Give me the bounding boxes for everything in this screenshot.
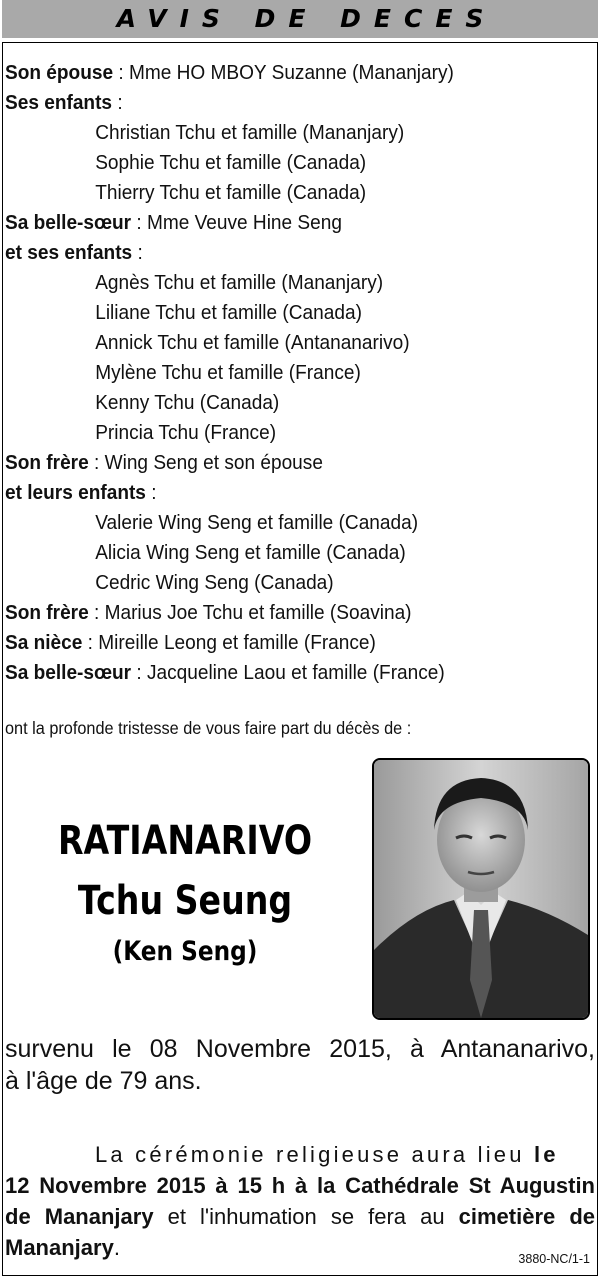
family-line: [5, 208, 549, 238]
family-member-text: Valerie Wing Seng et famille (Canada): [95, 511, 419, 534]
relation-label: Sa belle-sœur: [5, 661, 132, 684]
family-line: [5, 238, 549, 268]
family-member-text: : Mme Veuve Hine Seng: [131, 211, 342, 234]
family-member-text: Alicia Wing Seng et famille (Canada): [95, 541, 406, 564]
notice-title: AVIS DE DECES: [116, 4, 497, 33]
ceremony-line-2: [5, 1170, 595, 1201]
family-line: [5, 448, 549, 478]
cemetery-name-start: cimetière de: [458, 1204, 595, 1229]
family-member-text: :: [112, 91, 123, 114]
death-line-2: à l'âge de 79 ans.: [5, 1067, 202, 1095]
family-line: [5, 508, 549, 538]
family-line: [5, 568, 549, 598]
death-line-1: survenu le 08 Novembre 2015, à Antananarivo,: [5, 1035, 595, 1063]
relation-label: Son frère: [5, 601, 89, 624]
family-line: [5, 298, 549, 328]
ceremony-details: [5, 1139, 595, 1263]
family-line: [5, 328, 549, 358]
family-member-text: : Mireille Leong et famille (France): [82, 631, 376, 654]
family-member-text: : Wing Seng et son épouse: [88, 451, 323, 474]
ceremony-intro: La cérémonie religieuse aura lieu: [95, 1142, 534, 1167]
ceremony-date-place: 12 Novembre 2015 à 15 h à la Cathédrale St Augustin: [5, 1173, 595, 1198]
family-member-text: :: [145, 481, 157, 504]
death-details: [5, 1033, 595, 1097]
family-member-text: Princia Tchu (France): [95, 421, 277, 444]
family-list: [5, 58, 549, 688]
ceremony-end: .: [113, 1235, 120, 1260]
family-member-text: Mylène Tchu et famille (France): [95, 361, 361, 384]
family-member-text: :: [132, 241, 143, 264]
family-member-text: Liliane Tchu et famille (Canada): [95, 301, 362, 324]
family-member-text: : Jacqueline Laou et famille (France): [131, 661, 445, 684]
ceremony-line-3: [5, 1201, 595, 1232]
family-line: [5, 478, 549, 508]
family-member-text: : Mme HO MBOY Suzanne (Mananjary): [113, 61, 454, 84]
ceremony-line-1: [5, 1139, 595, 1170]
ceremony-line-4: [5, 1235, 120, 1260]
relation-label: Sa nièce: [5, 631, 83, 654]
ceremony-date-place-start: le: [534, 1142, 559, 1167]
deceased-portrait: [372, 758, 590, 1020]
reference-code: 3880-NC/1-1: [518, 1252, 590, 1266]
family-line: [5, 418, 549, 448]
relation-label: Son frère: [5, 451, 89, 474]
family-line: [5, 358, 549, 388]
announcement-text: ont la profonde tristesse de vous faire part du décès de :: [5, 718, 412, 738]
family-line: [5, 658, 549, 688]
cemetery-name-end: Mananjary: [5, 1235, 114, 1260]
notice-header: [2, 0, 598, 38]
family-line: [5, 178, 549, 208]
family-line: [5, 598, 549, 628]
ceremony-location: de Mananjary: [5, 1204, 154, 1229]
deceased-alias: (Ken Seng): [112, 936, 258, 967]
relation-label: Sa belle-sœur: [5, 211, 132, 234]
ceremony-burial-text: et l'inhumation se fera au: [153, 1204, 459, 1229]
family-line: [5, 148, 549, 178]
family-line: [5, 628, 549, 658]
deceased-surname: RATIANARIVO: [57, 818, 313, 864]
family-line: [5, 88, 549, 118]
family-member-text: Sophie Tchu et famille (Canada): [95, 151, 367, 174]
family-member-text: Kenny Tchu (Canada): [95, 391, 280, 414]
family-line: [5, 388, 549, 418]
family-line: [5, 58, 549, 88]
relation-label: et leurs enfants: [5, 481, 146, 504]
relation-label: Son épouse: [5, 61, 114, 84]
relation-label: et ses enfants: [5, 241, 133, 264]
relation-label: Ses enfants: [5, 91, 113, 114]
family-line: [5, 118, 549, 148]
family-member-text: Cedric Wing Seng (Canada): [95, 571, 334, 594]
family-line: [5, 538, 549, 568]
family-member-text: Thierry Tchu et famille (Canada): [95, 181, 367, 204]
family-line: [5, 268, 549, 298]
deceased-given-name: Tchu Seung: [77, 878, 293, 924]
family-member-text: Annick Tchu et famille (Antananarivo): [95, 331, 410, 354]
family-member-text: Christian Tchu et famille (Mananjary): [95, 121, 405, 144]
family-member-text: Agnès Tchu et famille (Mananjary): [95, 271, 384, 294]
family-member-text: : Marius Joe Tchu et famille (Soavina): [88, 601, 412, 624]
